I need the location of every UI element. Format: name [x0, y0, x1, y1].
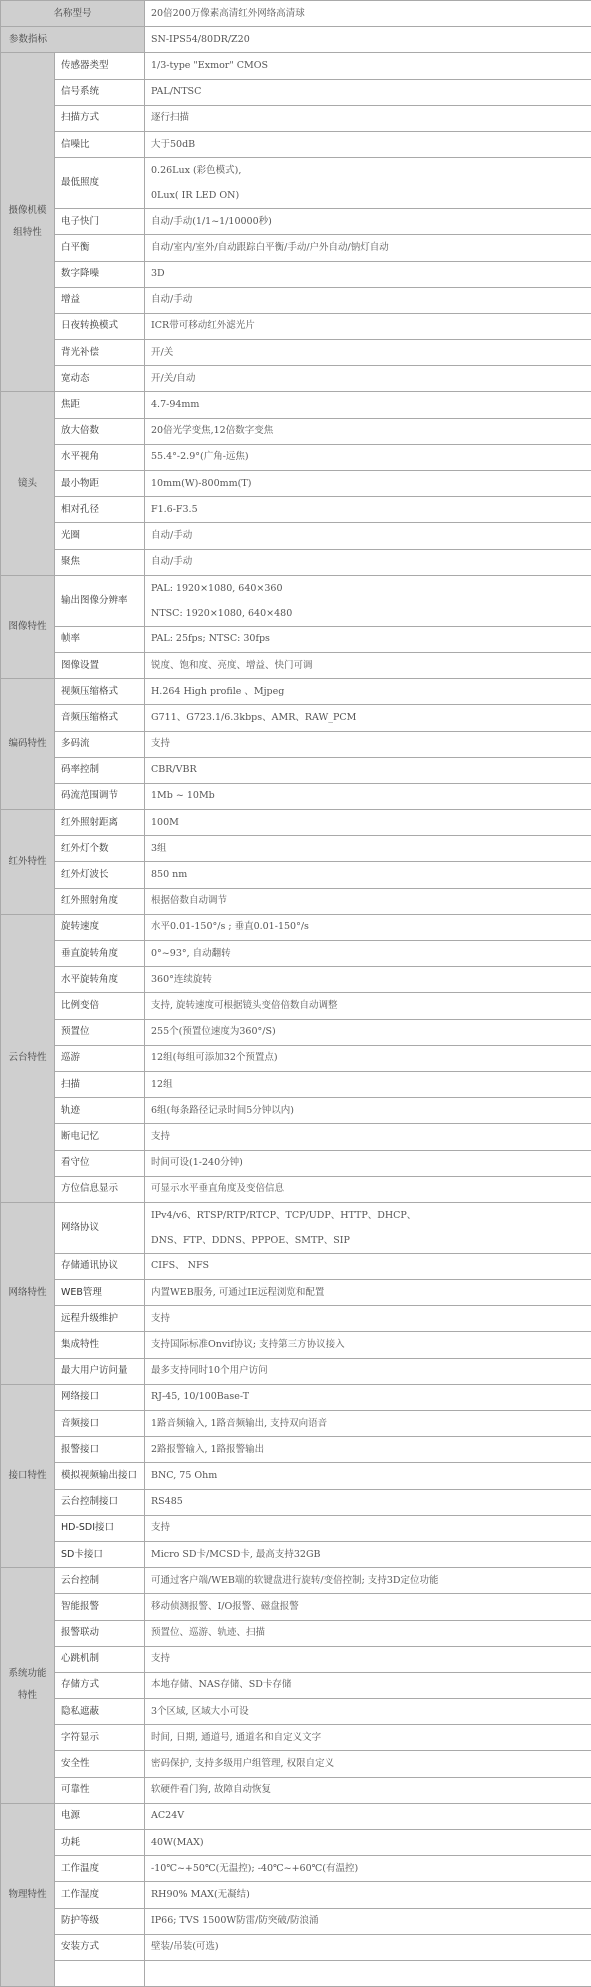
spec-value: 锐度、饱和度、亮度、增益、快门可调 [145, 652, 591, 678]
spec-value: 逐行扫描 [145, 105, 591, 131]
spec-row [1, 993, 591, 1019]
spec-value: 360°连续旋转 [145, 967, 591, 993]
spec-row [1, 261, 591, 287]
spec-value: 大于50dB [145, 131, 591, 157]
spec-value: CBR/VBR [145, 757, 591, 783]
spec-row [1, 1934, 591, 1960]
spec-value: 自动/室内/室外/自动跟踪白平衡/手动/户外自动/钠灯自动 [145, 235, 591, 261]
spec-row [1, 444, 591, 470]
spec-value: 10mm(W)-800mm(T) [145, 471, 591, 497]
spec-row [1, 1882, 591, 1908]
spec-value: 支持 [145, 731, 591, 757]
spec-row [1, 1568, 591, 1594]
header-row-spec [1, 27, 591, 53]
spec-label: 红外灯波长 [55, 862, 145, 888]
spec-row [1, 914, 591, 940]
spec-value: H.264 High profile 、Mjpeg [145, 679, 591, 705]
spec-row [1, 1960, 591, 1986]
spec-label: 模拟视频输出接口 [55, 1463, 145, 1489]
spec-value: 时间, 日期, 通道号, 通道名和自定义文字 [145, 1725, 591, 1751]
spec-label: 视频压缩格式 [55, 679, 145, 705]
spec-value: 20倍光学变焦,12倍数字变焦 [145, 418, 591, 444]
spec-label: 电子快门 [55, 209, 145, 235]
spec-value: 支持, 旋转速度可根据镜头变倍倍数自动调整 [145, 993, 591, 1019]
spec-label: 轨迹 [55, 1098, 145, 1124]
spec-value: RH90% MAX(无凝结) [145, 1882, 591, 1908]
spec-row [1, 967, 591, 993]
spec-row [1, 131, 591, 157]
spec-label: 红外照射距离 [55, 810, 145, 836]
spec-row [1, 523, 591, 549]
spec-value: BNC, 75 Ohm [145, 1463, 591, 1489]
header-row-model [1, 1, 591, 27]
spec-row [1, 1306, 591, 1332]
spec-row [1, 1071, 591, 1097]
spec-label: 相对孔径 [55, 497, 145, 523]
spec-row [1, 549, 591, 575]
spec-row [1, 1098, 591, 1124]
spec-row [1, 1019, 591, 1045]
spec-label: 码流范围调节 [55, 783, 145, 809]
spec-value: 3组 [145, 836, 591, 862]
spec-value: 水平0.01-150°/s ; 垂直0.01-150°/s [145, 914, 591, 940]
spec-row [1, 1124, 591, 1150]
spec-row [1, 340, 591, 366]
spec-value: 密码保护, 支持多级用户组管理, 权限自定义 [145, 1751, 591, 1777]
spec-label: 最小物距 [55, 471, 145, 497]
spec-row [1, 235, 591, 261]
section-category: 编码特性 [1, 679, 55, 810]
spec-label: 光圈 [55, 523, 145, 549]
spec-row [1, 497, 591, 523]
spec-value: 支持 [145, 1515, 591, 1541]
spec-value [145, 1202, 591, 1253]
spec-value: 内置WEB服务, 可通过IE远程浏览和配置 [145, 1280, 591, 1306]
spec-label: 水平旋转角度 [55, 967, 145, 993]
spec-label: 最低照度 [55, 158, 145, 209]
spec-row [1, 1176, 591, 1202]
spec-row [1, 1384, 591, 1410]
spec-value [145, 158, 591, 209]
spec-label: 工作温度 [55, 1856, 145, 1882]
spec-value: 12组 [145, 1071, 591, 1097]
spec-label: 防护等级 [55, 1908, 145, 1934]
spec-label: 安装方式 [55, 1934, 145, 1960]
spec-row [1, 1725, 591, 1751]
spec-row [1, 1358, 591, 1384]
spec-label: 最大用户访问量 [55, 1358, 145, 1384]
spec-value: 自动/手动 [145, 287, 591, 313]
spec-label: 聚焦 [55, 549, 145, 575]
spec-row [1, 731, 591, 757]
spec-value-line: NTSC: 1920×1080, 640×480 [151, 608, 292, 619]
spec-row [1, 392, 591, 418]
spec-label: 断电记忆 [55, 1124, 145, 1150]
spec-label: SD卡接口 [55, 1541, 145, 1567]
spec-label: 垂直旋转角度 [55, 941, 145, 967]
spec-value: 55.4°-2.9°(广角-远焦) [145, 444, 591, 470]
spec-label [55, 1960, 145, 1986]
spec-row [1, 836, 591, 862]
spec-value: 自动/手动 [145, 549, 591, 575]
spec-label: 信噪比 [55, 131, 145, 157]
spec-value: 自动/手动 [145, 523, 591, 549]
spec-value: 12组(每组可添加32个预置点) [145, 1045, 591, 1071]
spec-value: 开/关 [145, 340, 591, 366]
spec-value: 可通过客户端/WEB端的软键盘进行旋转/变倍控制; 支持3D定位功能 [145, 1568, 591, 1594]
spec-value: 支持 [145, 1646, 591, 1672]
spec-label: 比例变倍 [55, 993, 145, 1019]
spec-row [1, 1908, 591, 1934]
spec-value: 3个区域, 区域大小可设 [145, 1699, 591, 1725]
spec-label: 隐私遮蔽 [55, 1699, 145, 1725]
spec-row [1, 1830, 591, 1856]
spec-row [1, 1437, 591, 1463]
spec-label: 水平视角 [55, 444, 145, 470]
spec-row [1, 1646, 591, 1672]
spec-label: 背光补偿 [55, 340, 145, 366]
section-category: 接口特性 [1, 1384, 55, 1567]
section-category: 红外特性 [1, 810, 55, 915]
spec-value: 移动侦测报警、I/O报警、磁盘报警 [145, 1594, 591, 1620]
spec-label: 网络接口 [55, 1384, 145, 1410]
spec-value: 根据倍数自动调节 [145, 888, 591, 914]
spec-row [1, 287, 591, 313]
spec-row [1, 1751, 591, 1777]
spec-label: 码率控制 [55, 757, 145, 783]
spec-value: 支持国际标准Onvif协议; 支持第三方协议接入 [145, 1332, 591, 1358]
spec-row [1, 53, 591, 79]
spec-value-line: DNS、FTP、DDNS、PPPOE、SMTP、SIP [151, 1235, 350, 1246]
spec-row [1, 862, 591, 888]
spec-label: 字符显示 [55, 1725, 145, 1751]
spec-label: 宽动态 [55, 366, 145, 392]
spec-value: 可显示水平垂直角度及变倍信息 [145, 1176, 591, 1202]
spec-row [1, 1699, 591, 1725]
spec-row [1, 209, 591, 235]
spec-label: 增益 [55, 287, 145, 313]
spec-label: 报警接口 [55, 1437, 145, 1463]
spec-value: RJ-45, 10/100Base-T [145, 1384, 591, 1410]
spec-label: 输出图像分辨率 [55, 575, 145, 626]
spec-row [1, 1672, 591, 1698]
spec-label: 白平衡 [55, 235, 145, 261]
spec-label: 红外照射角度 [55, 888, 145, 914]
section-category: 网络特性 [1, 1202, 55, 1384]
section-category: 摄像机模组特性 [1, 53, 55, 392]
spec-value: 0°~93°, 自动翻转 [145, 941, 591, 967]
spec-label: 日夜转换模式 [55, 313, 145, 339]
spec-row [1, 757, 591, 783]
spec-row [1, 783, 591, 809]
spec-value-line: PAL: 1920×1080, 640×360 [151, 583, 283, 594]
spec-value: 1路音频输入, 1路音频输出, 支持双向语音 [145, 1411, 591, 1437]
spec-label: 存储方式 [55, 1672, 145, 1698]
spec-row [1, 418, 591, 444]
spec-label: 扫描方式 [55, 105, 145, 131]
section-category: 物理特性 [1, 1803, 55, 1986]
spec-label: 焦距 [55, 392, 145, 418]
spec-value-line: 0.26Lux (彩色模式), [151, 165, 241, 176]
spec-label: 图像设置 [55, 652, 145, 678]
spec-row [1, 366, 591, 392]
spec-label: HD-SDI接口 [55, 1515, 145, 1541]
model-value: 20倍200万像素高清红外网络高清球 [145, 1, 591, 27]
spec-label: 传感器类型 [55, 53, 145, 79]
spec-value [145, 1960, 591, 1986]
spec-row [1, 626, 591, 652]
spec-label: 智能报警 [55, 1594, 145, 1620]
spec-row [1, 1777, 591, 1803]
spec-label: 报警联动 [55, 1620, 145, 1646]
spec-label: 安全性 [55, 1751, 145, 1777]
spec-value-line: 0Lux( IR LED ON) [151, 190, 239, 201]
spec-value: 支持 [145, 1306, 591, 1332]
spec-row [1, 1045, 591, 1071]
spec-label: 帧率 [55, 626, 145, 652]
spec-value: 100M [145, 810, 591, 836]
spec-label: 数字降噪 [55, 261, 145, 287]
spec-value: Micro SD卡/MCSD卡, 最高支持32GB [145, 1541, 591, 1567]
section-category: 系统功能特性 [1, 1568, 55, 1804]
spec-label: 旋转速度 [55, 914, 145, 940]
spec-value: PAL: 25fps; NTSC: 30fps [145, 626, 591, 652]
spec-label: 电源 [55, 1803, 145, 1829]
spec-label: 预置位 [55, 1019, 145, 1045]
spec-row [1, 1280, 591, 1306]
spec-value: 预置位、巡游、轨迹、扫描 [145, 1620, 591, 1646]
spec-value: 4.7-94mm [145, 392, 591, 418]
spec-value: 1Mb ~ 10Mb [145, 783, 591, 809]
spec-value: 本地存储、NAS存储、SD卡存储 [145, 1672, 591, 1698]
spec-row [1, 471, 591, 497]
spec-value: ICR带可移动红外滤光片 [145, 313, 591, 339]
spec-row [1, 810, 591, 836]
spec-value: 255个(预置位速度为360°/S) [145, 1019, 591, 1045]
spec-value: SN-IPS54/80DR/Z20 [145, 27, 591, 53]
spec-value: 壁装/吊装(可选) [145, 1934, 591, 1960]
spec-value: IP66; TVS 1500W防雷/防突破/防浪涌 [145, 1908, 591, 1934]
spec-value: RS485 [145, 1489, 591, 1515]
spec-value: 2路报警输入, 1路报警输出 [145, 1437, 591, 1463]
spec-label: 音频压缩格式 [55, 705, 145, 731]
spec-row [1, 1620, 591, 1646]
spec-value: 时间可设(1-240分钟) [145, 1150, 591, 1176]
spec-value: 40W(MAX) [145, 1830, 591, 1856]
spec-row [1, 105, 591, 131]
spec-value: 850 nm [145, 862, 591, 888]
spec-row [1, 1150, 591, 1176]
spec-label: 巡游 [55, 1045, 145, 1071]
spec-value: AC24V [145, 1803, 591, 1829]
spec-row [1, 1856, 591, 1882]
model-label: 名称型号 [1, 1, 145, 27]
spec-label: 工作湿度 [55, 1882, 145, 1908]
spec-value: 支持 [145, 1124, 591, 1150]
spec-row [1, 1594, 591, 1620]
spec-value-line: IPv4/v6、RTSP/RTP/RTCP、TCP/UDP、HTTP、DHCP、 [151, 1210, 416, 1221]
spec-row [1, 1253, 591, 1279]
spec-label: 方位信息显示 [55, 1176, 145, 1202]
spec-value: 6组(每条路径记录时间5分钟以内) [145, 1098, 591, 1124]
spec-value [145, 575, 591, 626]
spec-label: 多码流 [55, 731, 145, 757]
spec-label: 看守位 [55, 1150, 145, 1176]
spec-value: 软硬件看门狗, 故障自动恢复 [145, 1777, 591, 1803]
spec-row [1, 679, 591, 705]
spec-label: 心跳机制 [55, 1646, 145, 1672]
spec-row [1, 1803, 591, 1829]
spec-label: 远程升级维护 [55, 1306, 145, 1332]
spec-value: 1/3-type "Exmor" CMOS [145, 53, 591, 79]
spec-label: 红外灯个数 [55, 836, 145, 862]
spec-value: 3D [145, 261, 591, 287]
spec-label: 参数指标 [1, 27, 145, 53]
spec-value: F1.6-F3.5 [145, 497, 591, 523]
spec-label: 音频接口 [55, 1411, 145, 1437]
spec-label: 放大倍数 [55, 418, 145, 444]
spec-label: 集成特性 [55, 1332, 145, 1358]
spec-label: WEB管理 [55, 1280, 145, 1306]
spec-value: G711、G723.1/6.3kbps、AMR、RAW_PCM [145, 705, 591, 731]
spec-row [1, 1541, 591, 1567]
spec-row [1, 1463, 591, 1489]
spec-value: 开/关/自动 [145, 366, 591, 392]
section-category: 云台特性 [1, 914, 55, 1202]
spec-row [1, 1515, 591, 1541]
spec-label: 信号系统 [55, 79, 145, 105]
spec-label: 功耗 [55, 1830, 145, 1856]
spec-label: 存储通讯协议 [55, 1253, 145, 1279]
section-category: 镜头 [1, 392, 55, 575]
spec-row [1, 313, 591, 339]
spec-row [1, 1332, 591, 1358]
spec-value: -10℃~+50℃(无温控); -40℃~+60℃(有温控) [145, 1856, 591, 1882]
spec-row [1, 652, 591, 678]
spec-row [1, 1411, 591, 1437]
spec-row [1, 941, 591, 967]
spec-row [1, 705, 591, 731]
spec-value: 自动/手动(1/1~1/10000秒) [145, 209, 591, 235]
spec-row [1, 79, 591, 105]
spec-label: 网络协议 [55, 1202, 145, 1253]
spec-row [1, 1489, 591, 1515]
spec-row [1, 888, 591, 914]
spec-label: 云台控制接口 [55, 1489, 145, 1515]
section-category: 图像特性 [1, 575, 55, 678]
spec-value: CIFS、 NFS [145, 1253, 591, 1279]
spec-label: 云台控制 [55, 1568, 145, 1594]
spec-label: 可靠性 [55, 1777, 145, 1803]
spec-value: PAL/NTSC [145, 79, 591, 105]
spec-label: 扫描 [55, 1071, 145, 1097]
spec-value: 最多支持同时10个用户访问 [145, 1358, 591, 1384]
